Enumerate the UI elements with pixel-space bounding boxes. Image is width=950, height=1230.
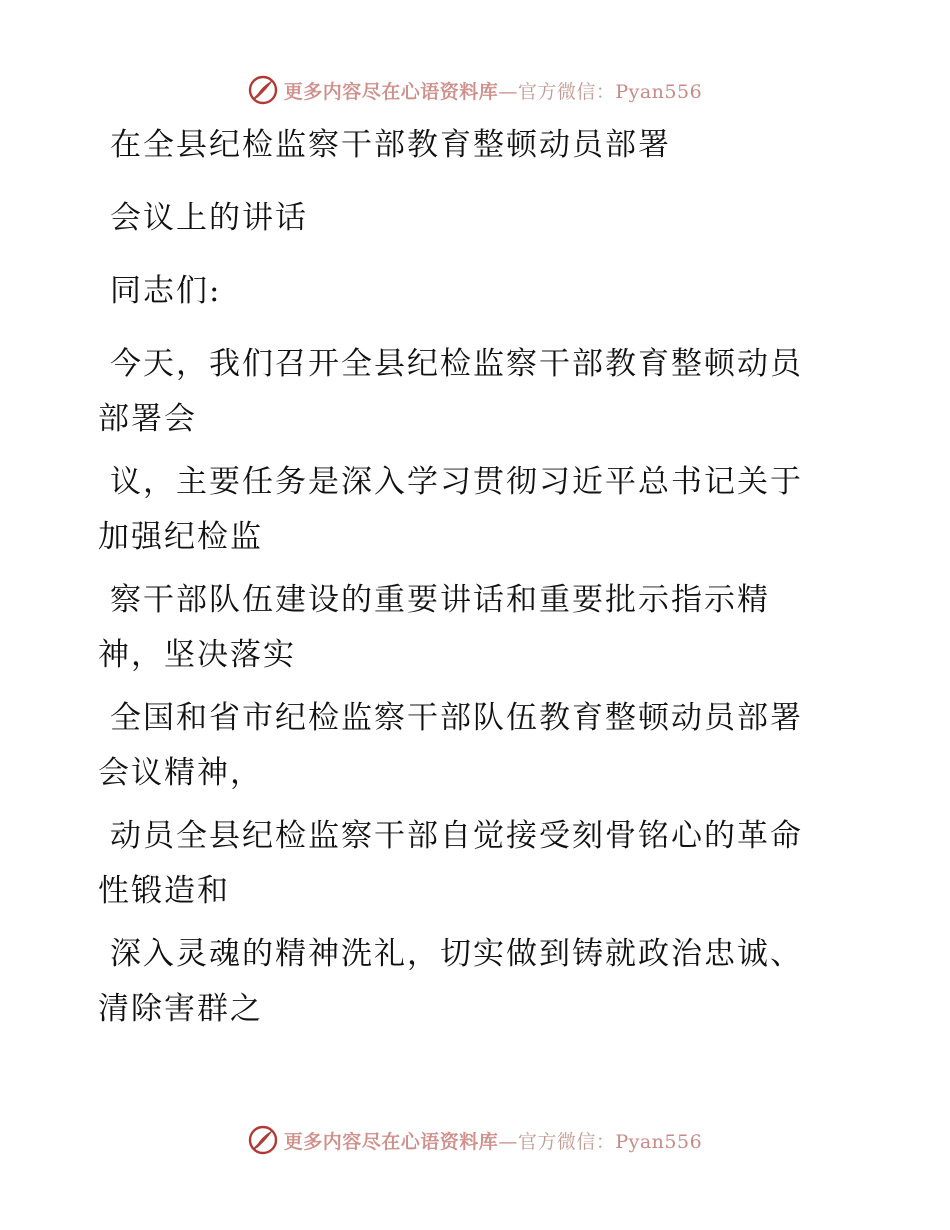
greeting: 同志们: (110, 273, 222, 309)
footer-banner-wechat: 官方微信： (517, 1130, 616, 1153)
footer-banner-text (284, 1127, 702, 1154)
paragraph-line: 部署会 (98, 401, 197, 437)
header-banner-main: 更多内容尽在心语资料库 (283, 80, 499, 103)
footer-banner-sep: — (498, 1130, 518, 1153)
footer-banner-main: 更多内容尽在心语资料库 (283, 1130, 499, 1153)
paragraph (98, 337, 838, 447)
header-banner (0, 70, 950, 110)
paragraph-line: 议，主要任务是深入学习贯彻习近平总书记关于 (110, 464, 803, 500)
paragraph-line: 加强纪检监 (98, 519, 263, 555)
paragraph (98, 573, 838, 683)
document-title-line-1: 在全县纪检监察干部教育整顿动员部署 (110, 127, 671, 163)
header-banner-text (284, 77, 702, 104)
quill-logo-icon (248, 1125, 278, 1155)
paragraph-line: 会议精神， (98, 755, 263, 791)
quill-logo-icon (248, 75, 278, 105)
paragraph (98, 927, 838, 1037)
footer-banner-id: Pyan556 (615, 1130, 703, 1153)
paragraph-line: 察干部队伍建设的重要讲话和重要批示指示精 (110, 582, 770, 618)
paragraph-line: 今天，我们召开全县纪检监察干部教育整顿动员 (110, 346, 803, 382)
paragraph (98, 691, 838, 801)
document-title-line-2: 会议上的讲话 (110, 200, 308, 236)
paragraph-line: 全国和省市纪检监察干部队伍教育整顿动员部署 (110, 700, 803, 736)
paragraph-line: 神，坚决落实 (98, 637, 296, 673)
footer-banner (0, 1120, 950, 1160)
document-body (98, 118, 838, 1045)
paragraph-line: 深入灵魂的精神洗礼，切实做到铸就政治忠诚、 (110, 936, 803, 972)
header-banner-sep: — (498, 80, 518, 103)
paragraph-line: 性锻造和 (98, 873, 230, 909)
paragraph-line: 清除害群之 (98, 991, 263, 1027)
paragraph-line: 动员全县纪检监察干部自觉接受刻骨铭心的革命 (110, 818, 803, 854)
paragraph (98, 809, 838, 919)
paragraph (98, 455, 838, 565)
header-banner-id: Pyan556 (615, 80, 703, 103)
header-banner-wechat: 官方微信： (517, 80, 616, 103)
